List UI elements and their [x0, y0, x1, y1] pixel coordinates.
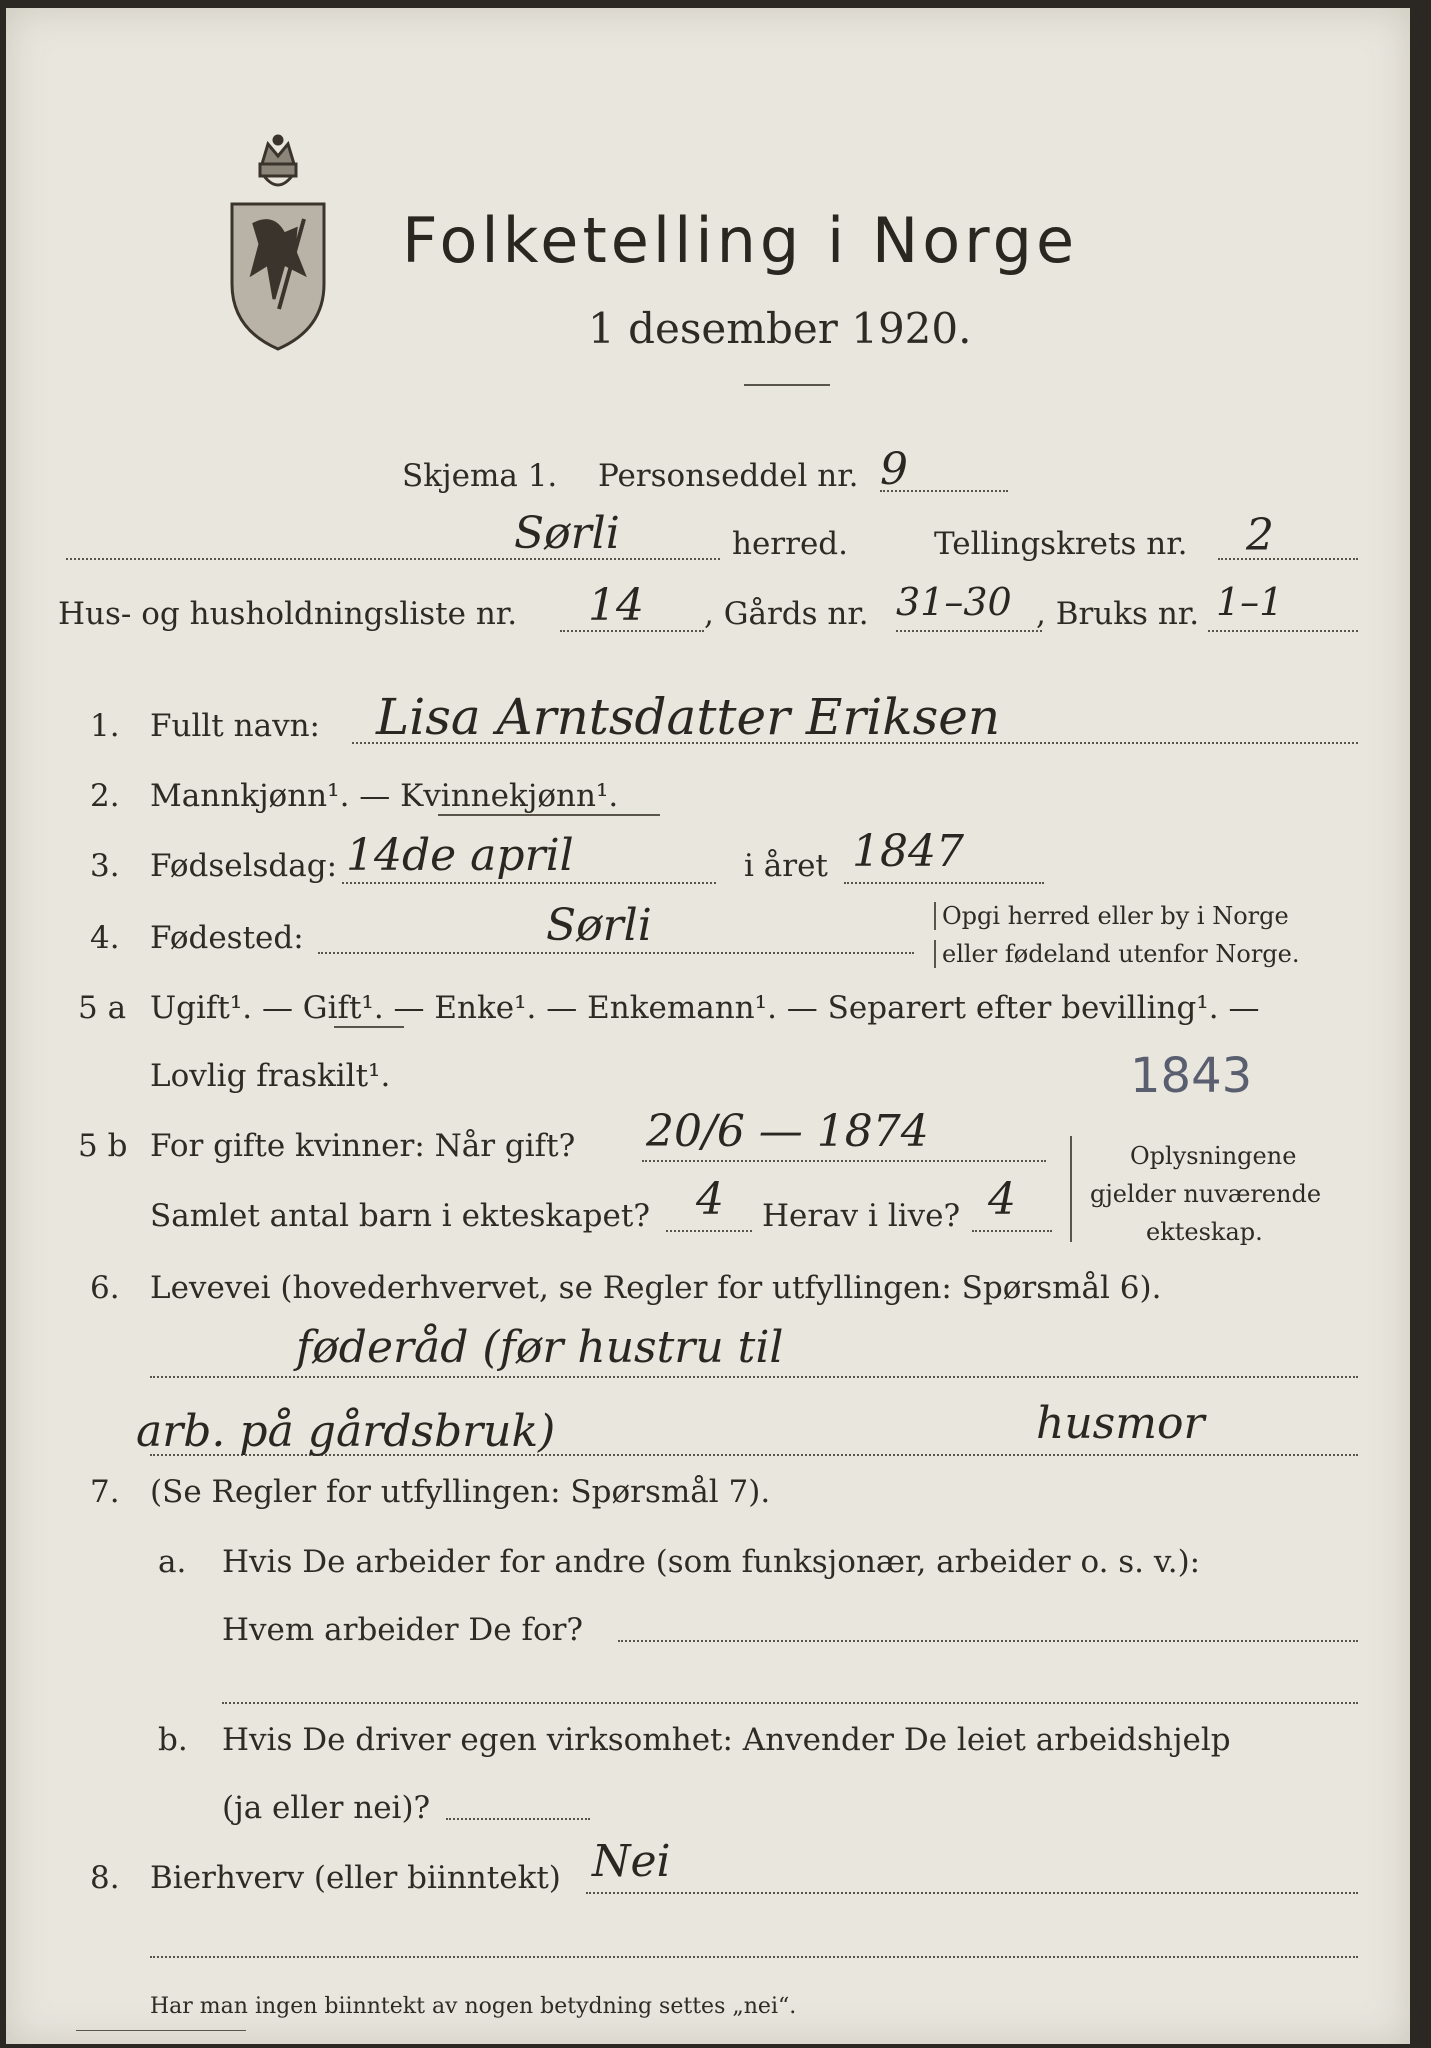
q7-label: (Se Regler for utfyllingen: Spørsmål 7). [150, 1474, 771, 1510]
herred-label: herred. [732, 526, 848, 562]
personseddel-value: 9 [880, 444, 908, 495]
census-date: 1 desember 1920. [588, 304, 972, 353]
side-income-value: Nei [592, 1836, 671, 1887]
birth-year-value: 1847 [852, 826, 964, 877]
gender-underline [438, 814, 660, 816]
occupation-value-line2: arb. på gårdsbruk) [136, 1406, 556, 1457]
occupation-field-line1 [150, 1376, 1358, 1378]
occupation-value-line1: føderåd (før hustru til [296, 1322, 784, 1373]
occupation-extra-value: husmor [1036, 1398, 1205, 1449]
q7b-line1: Hvis De driver egen virksomhet: Anvender De leiet arbeidshjelp [222, 1722, 1231, 1758]
q5b-note-line3: ekteskap. [1146, 1218, 1263, 1246]
schema-label: Skjema 1. [402, 458, 558, 494]
side-income-field-line [586, 1892, 1358, 1894]
q7a-line2: Hvem arbeider De for? [222, 1612, 584, 1648]
q5b-alive-label: Herav i live? [762, 1198, 961, 1234]
q2-number: 2. [90, 778, 120, 814]
birthday-value: 14de april [346, 830, 574, 881]
employer-field-line2 [222, 1702, 1358, 1704]
liste-label: Hus- og husholdningsliste nr. [58, 596, 518, 632]
alive-field-line [972, 1230, 1052, 1232]
q6-label: Levevei (hovederhvervet, se Regler for utfyllingen: Spørsmål 6). [150, 1270, 1162, 1306]
married-date-field-line [642, 1160, 1046, 1162]
q5b-note-line2: gjelder nuværende [1090, 1180, 1322, 1208]
personseddel-label: Personseddel nr. [598, 458, 859, 494]
q7b-number: b. [158, 1722, 188, 1758]
herred-field-line [66, 558, 720, 560]
gards-label: , Gårds nr. [704, 596, 869, 632]
q7-number: 7. [90, 1474, 120, 1510]
q3-label: Fødselsdag: [150, 848, 338, 884]
q1-number: 1. [90, 708, 120, 744]
q5b-children-label: Samlet antal barn i ekteskapet? [150, 1198, 650, 1234]
q5a-number: 5 a [78, 990, 127, 1026]
bruks-label: , Bruks nr. [1036, 596, 1200, 632]
side-income-field-line2 [150, 1956, 1358, 1958]
tellingskrets-value: 2 [1246, 510, 1274, 561]
alive-value: 4 [988, 1174, 1016, 1225]
q5b-note-brace [1070, 1136, 1080, 1242]
year-field-line [844, 882, 1044, 884]
birthplace-note-line2: eller fødeland utenfor Norge. [934, 940, 1300, 968]
children-field-line [666, 1230, 752, 1232]
q6-number: 6. [90, 1270, 120, 1306]
birthplace-field-line [318, 952, 914, 954]
birthplace-note-line1: Opgi herred eller by i Norge [934, 902, 1289, 930]
q8-label: Bierhverv (eller biinntekt) [150, 1860, 561, 1896]
married-date-value: 20/6 — 1874 [646, 1106, 929, 1157]
birthplace-value: Sørli [546, 900, 652, 951]
q7a-number: a. [158, 1544, 187, 1580]
full-name-value: Lisa Arntsdatter Eriksen [376, 688, 1001, 746]
q3-number: 3. [90, 848, 120, 884]
pencil-note-year: 1843 [1130, 1048, 1253, 1104]
footnote-divider [76, 2030, 246, 2031]
marital-status-options: Ugift¹. — Gift¹. — Enke¹. — Enkemann¹. — Separert efter bevilling¹. — [150, 990, 1260, 1026]
children-value: 4 [696, 1174, 724, 1225]
liste-value: 14 [588, 580, 644, 631]
q5b-married-label: For gifte kvinner: Når gift? [150, 1128, 576, 1164]
footer-note: Har man ingen biinntekt av nogen betydning settes „nei“. [150, 1994, 797, 2019]
herred-value: Sørli [514, 508, 620, 559]
hired-help-field-line [446, 1818, 590, 1820]
bruks-field-line [1208, 630, 1358, 632]
q5b-note-line1: Oplysningene [1130, 1142, 1297, 1170]
form-title: Folketelling i Norge [402, 204, 1079, 277]
employer-field-line [618, 1640, 1358, 1642]
q4-label: Fødested: [150, 920, 304, 956]
title-divider [744, 384, 830, 386]
q1-label: Fullt navn: [150, 708, 320, 744]
q4-number: 4. [90, 920, 120, 956]
tellingskrets-field-line [1218, 558, 1358, 560]
census-form-page [6, 8, 1410, 2044]
gards-field-line [896, 630, 1042, 632]
birthday-field-line [342, 882, 716, 884]
q7b-line2: (ja eller nei)? [222, 1790, 431, 1826]
marital-status-underline [334, 1026, 404, 1028]
gards-value: 31–30 [896, 580, 1012, 624]
q5b-number: 5 b [78, 1128, 128, 1164]
year-label: i året [744, 848, 828, 884]
gender-options: Mannkjønn¹. — Kvinnekjønn¹. [150, 778, 619, 814]
marital-status-line2: Lovlig fraskilt¹. [150, 1058, 391, 1094]
tellingskrets-label: Tellingskrets nr. [934, 526, 1188, 562]
q7a-line1: Hvis De arbeider for andre (som funksjonær, arbeider o. s. v.): [222, 1544, 1201, 1580]
bruks-value: 1–1 [1216, 580, 1284, 624]
q8-number: 8. [90, 1860, 120, 1896]
norwegian-coat-of-arms-icon [224, 134, 332, 352]
